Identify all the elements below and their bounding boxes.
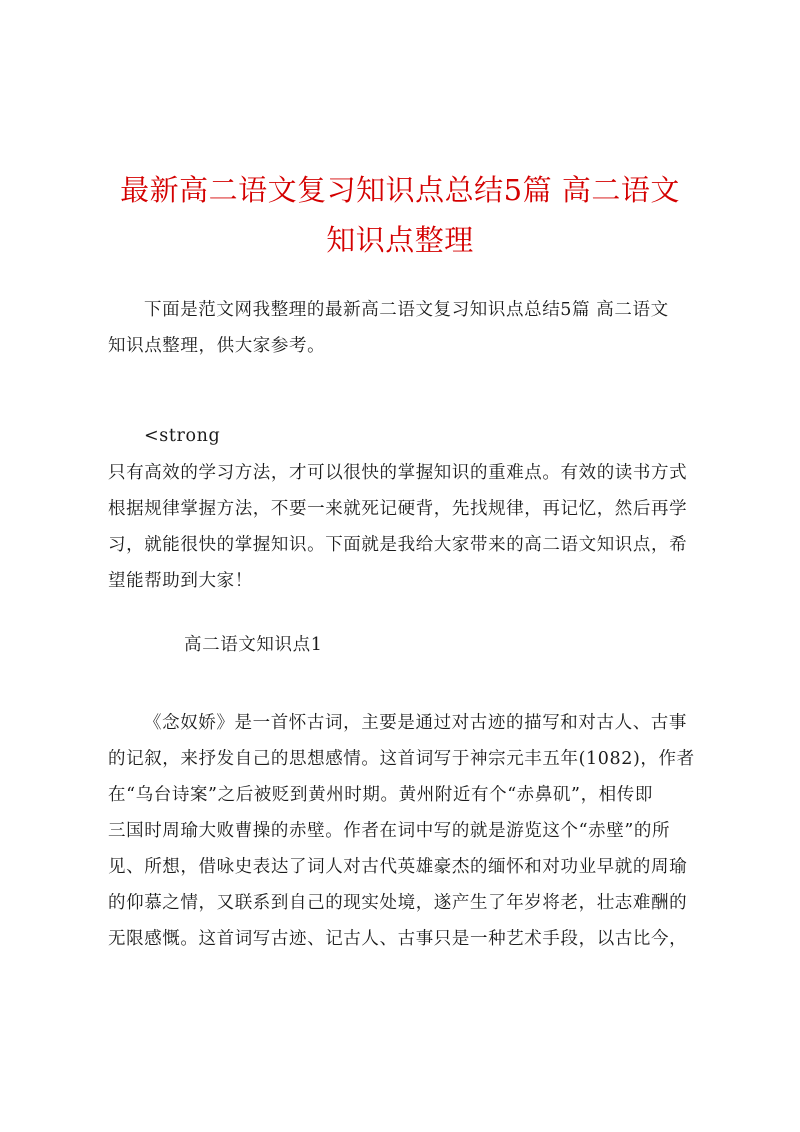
section-heading-text: 高二语文知识点1 <box>184 635 323 655</box>
paragraph-line: 根据规律掌握方法，不要一来就死记硬背，先找规律，再记忆，然后再学 <box>108 499 688 519</box>
section-heading <box>108 627 776 663</box>
paragraph-line: 在“乌台诗案”之后被贬到黄州时期。黄州附近有个“赤鼻矶”，相传即 <box>108 785 653 805</box>
paragraph-line: 三国时周瑜大败曹操的赤壁。作者在词中写的就是游览这个“赤壁”的所 <box>108 821 671 841</box>
paragraph-line: 习，就能很快的掌握知识。下面就是我给大家带来的高二语文知识点，希 <box>108 535 688 555</box>
strong-tag-text: <strong <box>144 426 221 446</box>
paragraph-line: 见、所想，借咏史表达了词人对古代英雄豪杰的缅怀和对功业早就的周瑜 <box>108 857 688 877</box>
intro-line: 下面是范文网我整理的最新高二语文复习知识点总结5篇 高二语文 <box>144 300 669 320</box>
nian-nu-jiao-paragraph <box>108 705 700 957</box>
stray-strong-tag-text <box>108 418 700 454</box>
paragraph-line: 的仰慕之情，又联系到自己的现实处境，遂产生了年岁将老，壮志难酬的 <box>108 893 688 913</box>
paragraph-line: 的记叙，来抒发自己的思想感情。这首词写于神宗元丰五年(1082)，作者 <box>108 749 695 769</box>
study-method-paragraph <box>108 455 700 599</box>
paragraph-line: 望能帮助到大家！ <box>108 571 253 591</box>
document-title-line-1: 最新高二语文复习知识点总结5篇 高二语文 <box>120 173 680 207</box>
paragraph-line: 无限感慨。这首词写古迹、记古人、古事只是一种艺术手段，以古比今， <box>108 929 688 949</box>
document-title-line-2: 知识点整理 <box>326 223 474 257</box>
paragraph-line: 只有高效的学习方法，才可以很快的掌握知识的重难点。有效的读书方式 <box>108 463 688 483</box>
intro-line: 知识点整理，供大家参考。 <box>108 336 326 356</box>
intro-paragraph <box>108 292 700 364</box>
paragraph-line: 《念奴娇》是一首怀古词，主要是通过对古迹的描写和对古人、古事 <box>144 713 687 733</box>
